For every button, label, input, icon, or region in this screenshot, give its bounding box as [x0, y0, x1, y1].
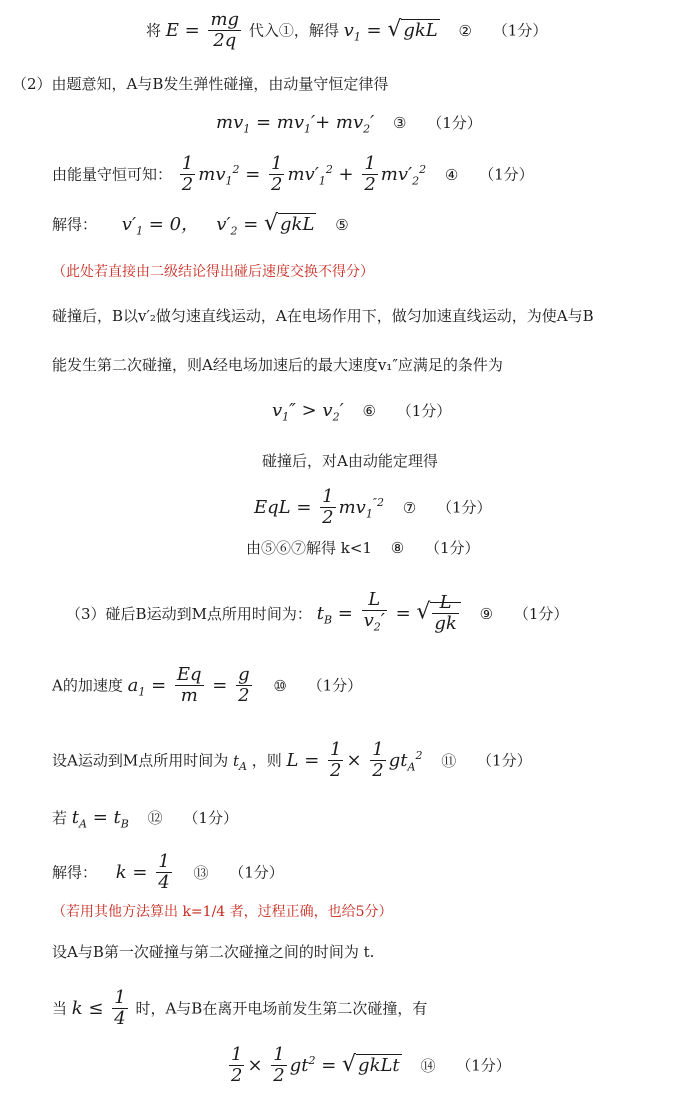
formula: $v'_1 = 0$， $v'_2$ = √ gkL [121, 211, 315, 238]
text-prefix: （3）碰后B运动到M点所用时间为： [66, 604, 312, 623]
text-prefix: A的加速度 [52, 676, 123, 695]
formula: $\frac{1}{2}$ $mv_1^2$ = $\frac{1}{2}$ $mv'_1^2$ + $\frac{1}{2}$ $mv'_2^2$ [181, 153, 427, 195]
eq-line-16 [52, 808, 238, 835]
eq-line-20 [52, 988, 427, 1029]
score: （1分） [396, 402, 452, 420]
formula: $v_1'' > v_2'$ [272, 400, 344, 424]
score: （1分） [456, 1056, 511, 1075]
text-prefix: 将 [146, 21, 162, 40]
formula: $t_A = t_B$ [71, 807, 129, 831]
text-prefix: 由能量守恒可知： [52, 165, 173, 184]
equation-number: ⑩ [273, 676, 287, 695]
equation-number: ⑤ [335, 215, 349, 234]
equation-number: ⑭ [420, 1056, 436, 1075]
formula: $mv_1 = mv_1'+ mv_2'$ [216, 112, 375, 136]
text: 由⑤⑥⑦解得 k<1 [246, 539, 372, 557]
eq-line-1 [146, 10, 547, 51]
equation-number: ⑧ [390, 539, 405, 557]
paragraph-line-8: 能发生第二次碰撞，则A经电场加速后的最大速度v₁″应满足的条件为 [52, 356, 503, 374]
formula: k = $\frac{1}{4}$ [115, 851, 170, 893]
eq-line-13 [66, 590, 568, 638]
formula: $v_1$ = √ gkL [343, 17, 438, 44]
text-prefix: 解得： [52, 215, 98, 234]
score: （1分） [425, 539, 480, 557]
equation-number: ④ [444, 165, 459, 184]
text-prefix: 若 [52, 809, 68, 827]
score: （1分） [183, 809, 238, 827]
eq-line-9 [272, 401, 451, 428]
paragraph-line-7: 碰撞后，B以v′₂做匀速直线运动，A在电场作用下，做匀加速直线运动，为使A与B [52, 307, 594, 325]
formula: L = $\frac{1}{2}$ × $\frac{1}{2}$ $gt_A^2$ [286, 739, 423, 781]
text-mid: ，则 [251, 751, 282, 770]
equation-number: ⑨ [479, 604, 494, 623]
eq-line-15 [52, 740, 532, 781]
formula: $\frac{1}{2}$ × $\frac{1}{2}$ $gt^2$ = √ gkLt [231, 1044, 400, 1086]
eq-line-12 [246, 538, 480, 558]
score: （1分） [229, 863, 284, 882]
formula: $a_1$ = $\frac{Eq}{m}$ = $\frac{g}{2}$ [127, 664, 250, 706]
text-mid: 代入①，解得 [248, 21, 339, 40]
score: （1分） [436, 498, 492, 517]
grading-note: （若用其他方法算出 k=1/4 者，过程正确，也给5分） [52, 904, 393, 920]
text-prefix: 设A运动到M点所用时间为 [52, 751, 229, 770]
score: （1分） [307, 676, 363, 695]
eq-line-11 [254, 487, 492, 528]
formula: $t_B$ = $\frac{L}{v_2'}$ = √ $\frac{L}{gk}$ [317, 603, 461, 624]
formula: EqL = $\frac{1}{2}$ $mv_1^{''2}$ [254, 486, 384, 528]
grading-note: （此处若直接由二级结论得出碰后速度交换不得分） [52, 264, 374, 280]
equation-number: ② [458, 21, 472, 40]
section-heading-2: （2）由题意知，A与B发生弹性碰撞，由动量守恒定律得 [12, 75, 389, 93]
equation-number: ⑬ [193, 863, 209, 882]
score: （1分） [427, 114, 482, 132]
equation-number: ⑫ [147, 809, 163, 827]
eq-line-5 [52, 211, 365, 241]
formula: $t_A$ [232, 751, 247, 773]
eq-line-14 [52, 665, 362, 706]
formula: E = $\frac{mg}{2q}$ [165, 9, 240, 51]
score: （1分） [477, 751, 532, 770]
text-prefix: 当 [52, 999, 68, 1018]
equation-number: ⑦ [402, 498, 417, 517]
equation-number: ③ [393, 114, 407, 132]
equation-number: ⑪ [441, 751, 457, 770]
text-mid: 时，A与B在离开电场前发生第二次碰撞，有 [135, 999, 428, 1018]
eq-line-3 [216, 113, 482, 140]
formula: k ≤ $\frac{1}{4}$ [71, 987, 126, 1029]
score: （1分） [492, 21, 548, 40]
paragraph-line-19: 设A与B第一次碰撞与第二次碰撞之间的时间为 t. [52, 943, 375, 961]
score: （1分） [479, 165, 534, 184]
equation-number: ⑥ [362, 402, 376, 420]
paragraph-line-10: 碰撞后，对A由动能定理得 [262, 452, 438, 470]
eq-line-17 [52, 852, 284, 893]
text-prefix: 解得： [52, 863, 98, 882]
eq-line-4 [52, 154, 534, 195]
score: （1分） [513, 604, 569, 623]
eq-line-21 [226, 1045, 511, 1086]
